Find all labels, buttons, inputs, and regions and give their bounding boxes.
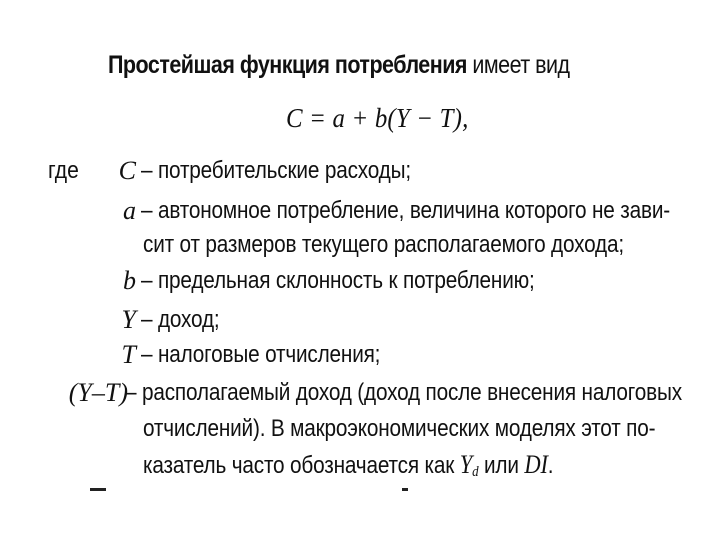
heading: [108, 50, 570, 80]
definition-yt-cont2-subscript: d: [472, 464, 479, 480]
heading-rest: имеет вид: [472, 51, 570, 79]
cropped-next-line: [90, 488, 510, 496]
definition-yt-continuation: отчислений). В макроэкономических моделях этот по-: [143, 415, 656, 442]
lead-word: где: [48, 157, 79, 184]
cropped-glyph: [90, 488, 106, 491]
definition-yt-symbol: (Y–T): [68, 378, 128, 407]
definition-a-symbol-box: [40, 196, 136, 226]
definition-t-symbol: T: [121, 340, 136, 369]
definition-yt-cont2-middle: или: [478, 452, 525, 479]
definition-b-text: – предельная склонность к потреблению;: [141, 267, 535, 294]
definition-a-text: – автономное потребление, величина которого не зави-: [141, 197, 671, 224]
definition-yt-cont2-symbol2: DI: [524, 450, 548, 479]
definition-t-text: – налоговые отчисления;: [141, 341, 381, 368]
definition-yt-symbol-box: [40, 378, 128, 408]
definition-c-symbol-box: [40, 156, 136, 186]
definition-a-continuation: сит от размеров текущего располагаемого дохода;: [143, 231, 624, 258]
definition-y-symbol: Y: [121, 305, 136, 334]
definition-yt-cont2-before: казатель часто обозначается как: [143, 452, 460, 479]
definition-b-symbol: b: [123, 266, 136, 295]
definition-y-text: – доход;: [141, 306, 220, 333]
heading-bold: Простейшая функция потребления: [108, 51, 467, 79]
definition-c-text: – потребительские расходы;: [141, 157, 411, 184]
definition-a-symbol: a: [123, 196, 136, 225]
definition-yt-text: – располагаемый доход (доход после внесения налоговых: [125, 379, 682, 406]
definition-y-symbol-box: [40, 305, 136, 335]
definition-c-symbol: C: [118, 156, 136, 185]
definition-yt-cont2-end: .: [547, 452, 554, 479]
definition-b-symbol-box: [40, 266, 136, 296]
definition-t-symbol-box: [40, 340, 136, 370]
consumption-formula: C = a + b(Y − T),: [286, 103, 469, 133]
cropped-glyph: [402, 488, 408, 491]
definition-yt-cont2-symbol: Y: [459, 450, 473, 479]
definition-yt-continuation-2: [143, 450, 553, 487]
